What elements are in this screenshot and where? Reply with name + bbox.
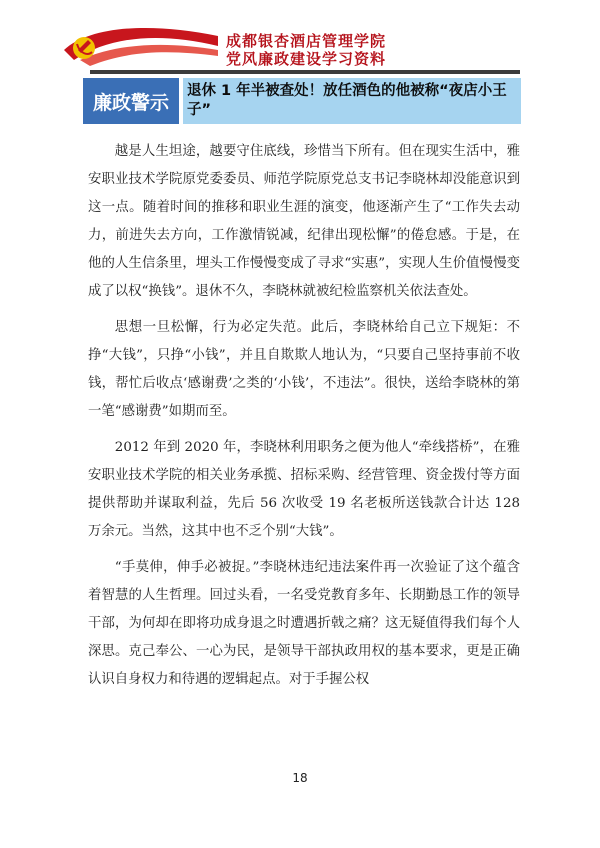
column-label: 廉政警示 [83,78,179,124]
article-body [88,138,520,702]
page-header [0,20,600,70]
header-divider [90,70,520,74]
paragraph: 2012 年到 2020 年，李晓林利用职务之便为他人“牵线搭桥”，在雅安职业技术学院的相关业务承揽、招标采购、经营管理、资金拨付等方面提供帮助并谋取利益，先后 56 次收受 19 名老板所送钱款合计达 128 万余元。当然，这其中也不乏个别“大钱”。 [88,440,520,539]
article-title-band [83,78,521,124]
document-series-title: 党风廉政建设学习资料 [226,50,387,68]
school-name: 成都银杏酒店管理学院 [226,32,387,50]
paragraph: 越是人生坦途，越要守住底线，珍惜当下所有。但在现实生活中，雅安职业技术学院原党委委员、师范学院原党总支书记李晓林却没能意识到这一点。随着时间的推移和职业生涯的演变，他逐渐产生了“工作失去动力，前进失去方向，工作激情锐减，纪律出现松懈”的倦怠感。于是，在他的人生信条里，埋头工作慢慢变成了寻求“实惠”，实现人生价值慢慢变成了以权“换钱”。退休不久，李晓林就被纪检监察机关依法查处。 [88,144,520,299]
paragraph: “手莫伸，伸手必被捉。”李晓林违纪违法案件再一次验证了这个蕴含着智慧的人生哲理。回过头看，一名受党教育多年、长期勤恳工作的领导干部，为何却在即将功成身退之时遭遇折戟之痛？这无疑值得我们每个人深思。克己奉公、一心为民，是领导干部执政用权的基本要求，更是正确认识自身权力和待遇的逻辑起点。对于手握公权 [88,560,520,687]
article-title: 退休 1 年半被查处！放任酒色的他被称“夜店小王子” [183,78,521,124]
page-number: 18 [292,771,308,785]
party-emblem-flag-icon [60,20,220,68]
paragraph: 思想一旦松懈，行为必定失范。此后，李晓林给自己立下规矩：不挣“大钱”，只挣“小钱”，并且自欺欺人地认为，“只要自己坚持事前不收钱，帮忙后收点‘感谢费’之类的‘小钱’，不违法”。很快，送给李晓林的第一笔“感谢费”如期而至。 [88,320,520,419]
